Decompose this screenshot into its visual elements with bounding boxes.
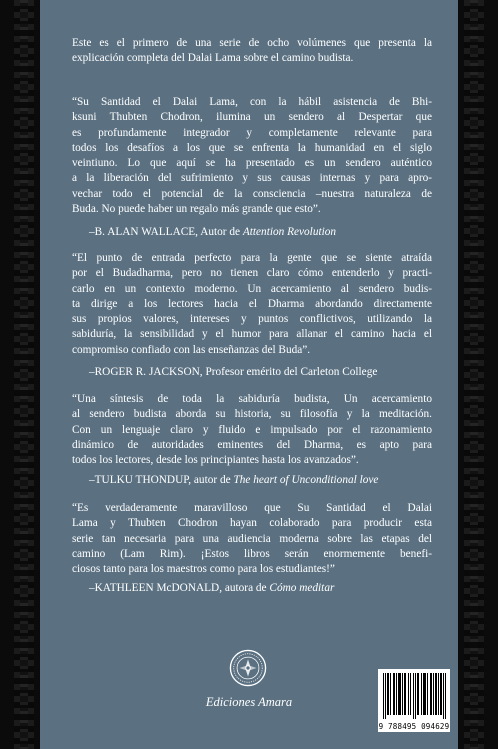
publisher-logo-icon: [229, 649, 267, 687]
isbn-digits: 9 788495 094629: [378, 722, 450, 731]
quote-line: veintiuno. Lo que aquí se ha presentado es un sendero auténtico: [72, 157, 432, 170]
quote-line: Con un lenguaje claro y fluido e impulsado por el razonamiento: [72, 423, 432, 436]
right-decorative-border: [464, 0, 484, 749]
quote-line: “Una síntesis de toda la sabiduría budista, Un acercamiento: [72, 393, 432, 405]
text-panel: [40, 0, 458, 749]
attribution-author: –B. ALAN WALLACE, Autor de: [89, 226, 243, 238]
quote-line: “Su Santidad el Dalai Lama, con la hábil asistencia de Bhi-: [72, 96, 432, 108]
attribution-thondup: [89, 473, 378, 488]
quote-line: camino (Lam Rim). ¡Estos libros serán enormemente benefi-: [72, 547, 432, 560]
attribution-author: –TULKU THONDUP, autor de: [89, 474, 234, 486]
quote-line: por el Budadharma, pero no tienen claro cómo entenderlo y practi-: [72, 267, 432, 280]
quote-line: es profundamente integrador y completamente relevante para: [72, 126, 432, 139]
quote-line: Lama y Thubten Chodron hayan colaborado para producir esta: [72, 517, 432, 530]
attribution-wallace: [89, 225, 336, 240]
quote-line: sus propios valores, intereses y puntos conflictivos, utilizando la: [72, 313, 432, 326]
intro-line: Este es el primero de una serie de ocho volúmenes que presenta la: [72, 37, 432, 49]
quote-line: dinámico de autoridades eminentes del Dharma, es apto para: [72, 438, 432, 451]
intro-paragraph: [72, 36, 432, 67]
barcode-icon: [378, 673, 450, 725]
attribution-work: The heart of Unconditional love: [233, 474, 379, 486]
attribution-jackson: [89, 365, 377, 380]
quote-line: al sendero budista aborda su historia, su filosofía y la meditación.: [72, 408, 432, 421]
attribution-work: Attention Revolution: [242, 226, 337, 238]
quote-line: “Es verdaderamente maravilloso que Su Santidad el Dalai: [72, 502, 432, 514]
quote-line: carlo en un contexto moderno. Un acercamiento al sendero budis-: [72, 282, 432, 295]
quote-line: ciosos tanto para los maestros como para los estudiantes!”: [72, 563, 335, 576]
quote-line: todos los lectores, desde los principiantes hasta los avanzados”.: [72, 454, 359, 467]
quote-wallace: [72, 95, 432, 217]
quote-line: “El punto de entrada perfecto para la gente que se siente atraída: [72, 252, 432, 264]
quote-line: ksuni Thubten Chodron, ilumina un sendero al Despertar que: [72, 111, 432, 124]
quote-thondup: [72, 392, 432, 468]
quote-mcdonald: [72, 501, 432, 577]
intro-line: explicación completa del Dalai Lama sobre el camino budista.: [72, 52, 354, 65]
attribution-author: –ROGER R. JACKSON, Profesor emérito del Carleton College: [89, 366, 378, 378]
attribution-author: –KATHLEEN McDONALD, autora de: [89, 582, 270, 594]
publisher-name: Ediciones Amara: [205, 695, 293, 709]
quote-line: compromiso confiado con las enseñanzas del Buda”.: [72, 343, 311, 356]
quote-jackson: [72, 251, 432, 358]
left-decorative-border: [14, 0, 34, 749]
quote-line: Buda. No puede haber un regalo más grande que esto”.: [72, 203, 321, 216]
quote-line: vechar todo el potencial de la consciencia –nuestra naturaleza de: [72, 187, 432, 200]
attribution-work: Cómo meditar: [269, 582, 335, 594]
quote-line: todos los desafíos a los que se enfrenta la humanidad en el siglo: [72, 141, 432, 154]
quote-line: ta dirige a los lectores hacia el Dharma abordando directamente: [72, 297, 432, 310]
quote-line: sabiduría, la sensibilidad y el humor para allanar el camino hacia el: [72, 328, 432, 341]
quote-line: serie tan necesaria para una audiencia moderna sobre las etapas del: [72, 532, 432, 545]
quote-line: a la liberación del sufrimiento y sus causas internas y para apro-: [72, 172, 432, 185]
attribution-mcdonald: [89, 581, 334, 596]
isbn-barcode: [378, 669, 450, 732]
